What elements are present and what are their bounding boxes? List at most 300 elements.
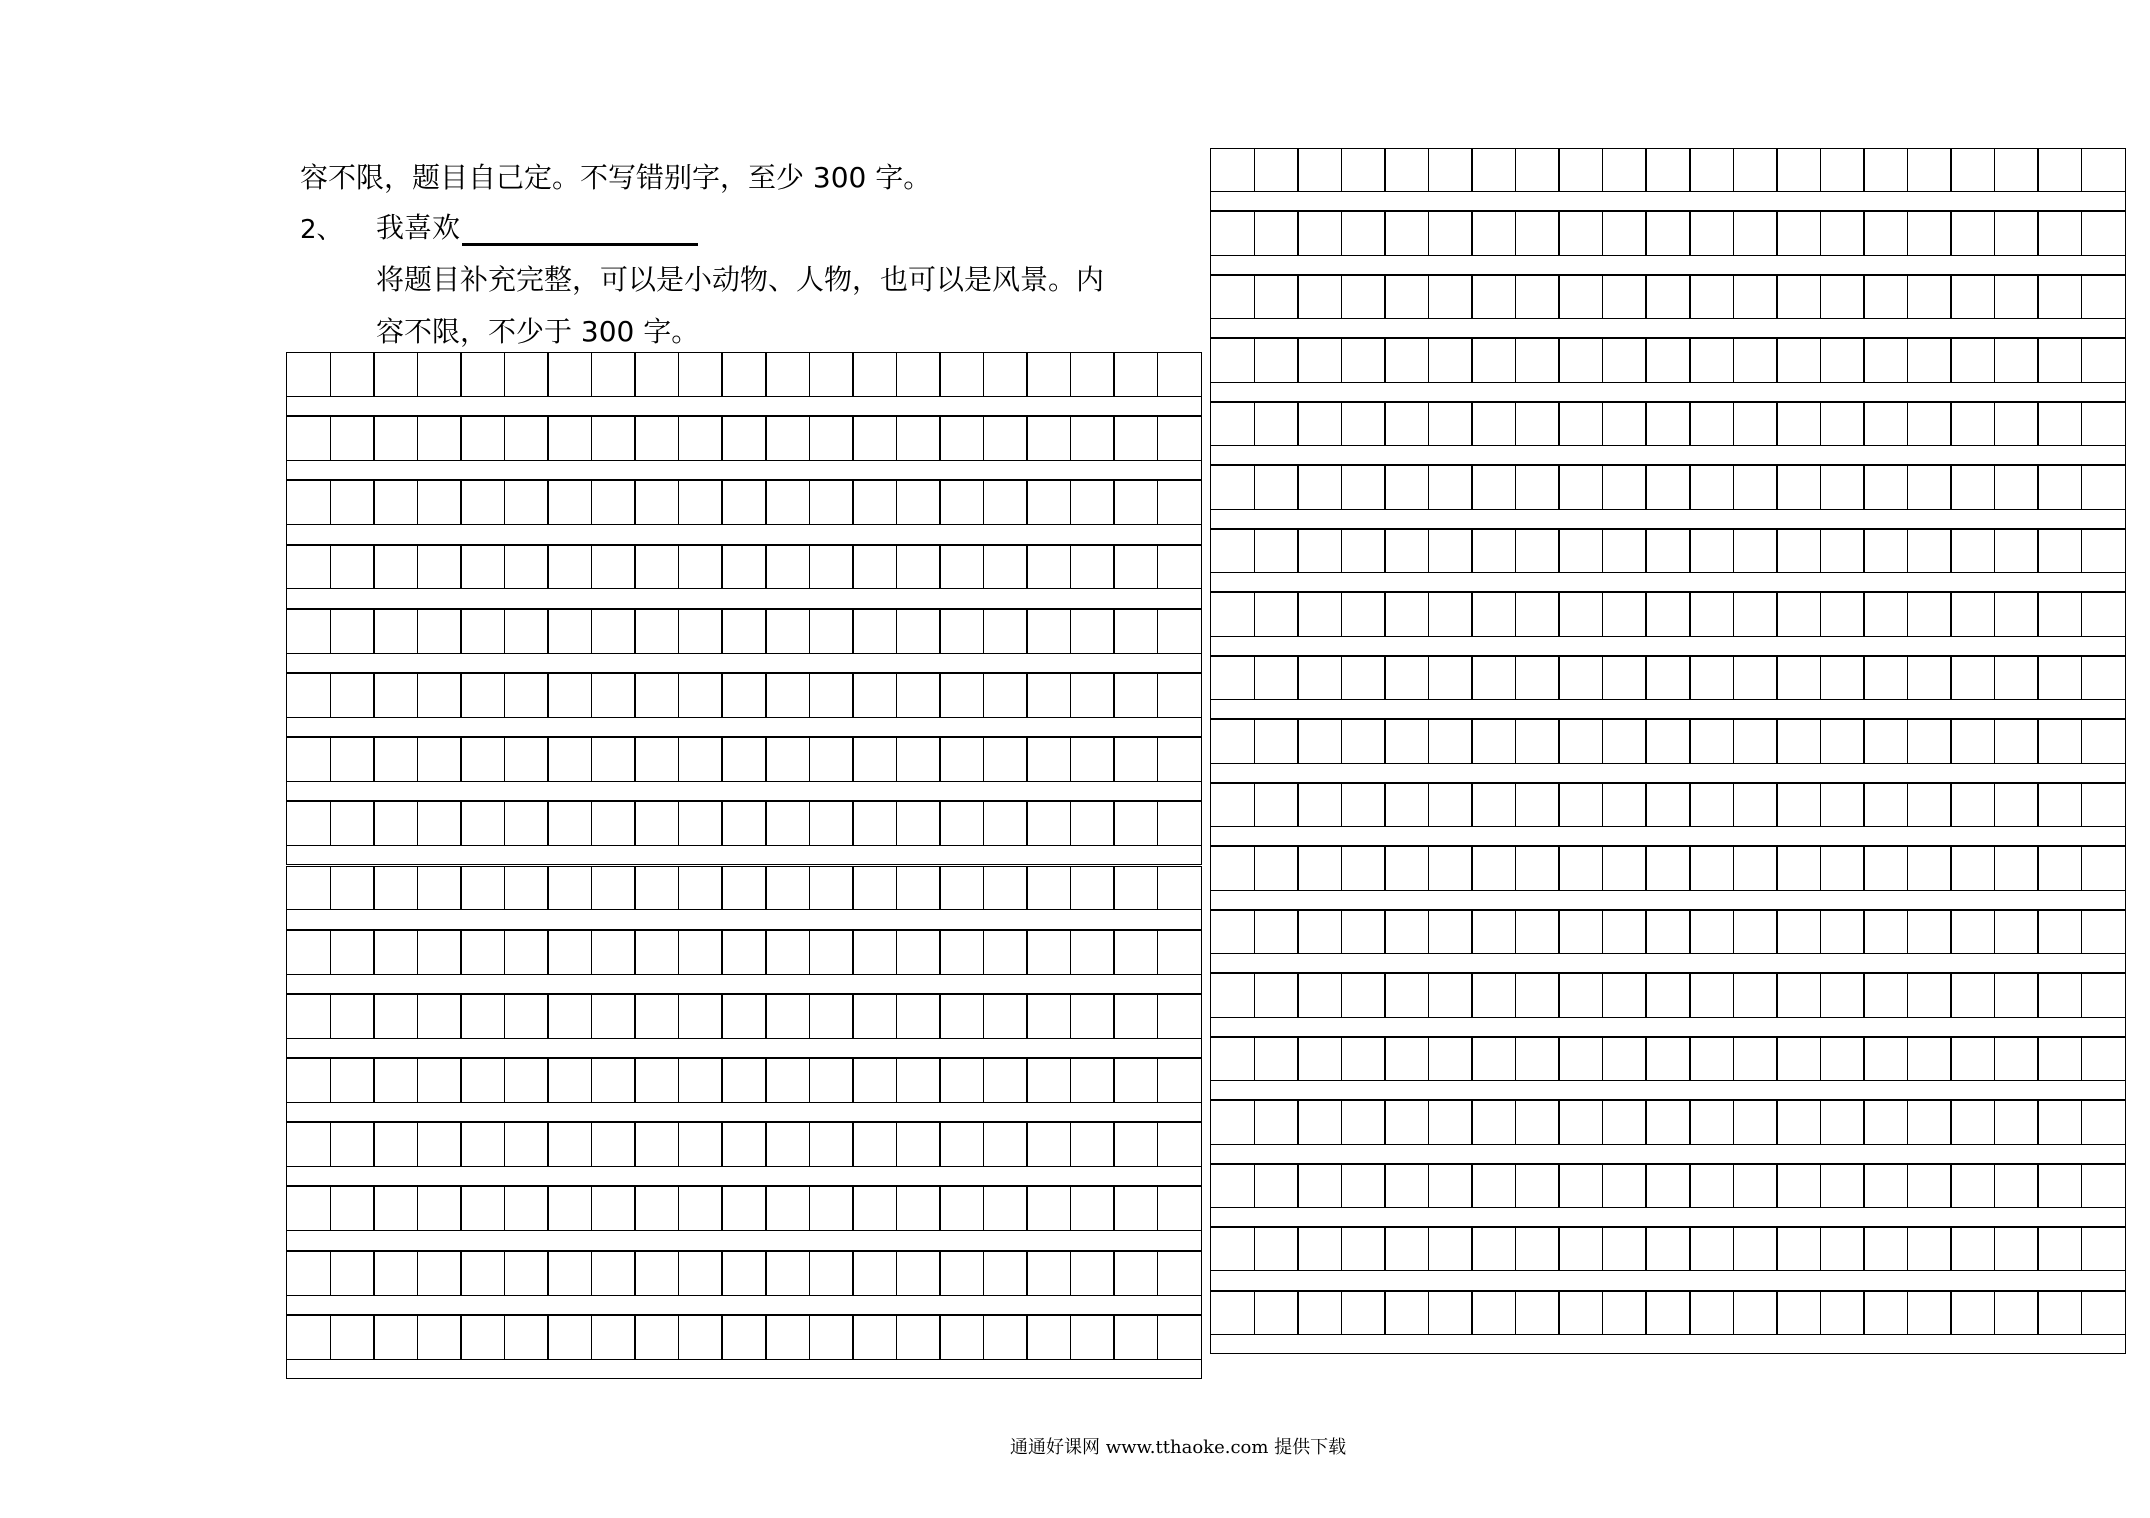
grid-cell[interactable] xyxy=(809,609,854,654)
grid-cell[interactable] xyxy=(1254,402,1299,446)
grid-cell[interactable] xyxy=(1733,211,1778,255)
grid-cell[interactable] xyxy=(1558,148,1603,192)
grid-cell[interactable] xyxy=(1341,529,1386,573)
grid-cell[interactable] xyxy=(1471,910,1516,954)
grid-cell[interactable] xyxy=(896,609,941,654)
grid-cell[interactable] xyxy=(1384,910,1429,954)
grid-cell[interactable] xyxy=(1026,480,1071,525)
grid-cell[interactable] xyxy=(1026,1251,1071,1296)
grid-cell[interactable] xyxy=(1602,1037,1647,1081)
grid-cell[interactable] xyxy=(852,930,897,975)
grid-cell[interactable] xyxy=(2037,973,2082,1017)
grid-cell[interactable] xyxy=(2037,275,2082,319)
grid-cell[interactable] xyxy=(1428,592,1473,636)
grid-cell[interactable] xyxy=(1471,211,1516,255)
grid-cell[interactable] xyxy=(1254,1100,1299,1144)
grid-cell[interactable] xyxy=(1602,656,1647,700)
grid-cell[interactable] xyxy=(634,545,679,590)
grid-cell[interactable] xyxy=(2037,465,2082,509)
grid-cell[interactable] xyxy=(983,416,1028,461)
grid-cell[interactable] xyxy=(1645,529,1690,573)
grid-cell[interactable] xyxy=(1863,1164,1908,1208)
grid-cell[interactable] xyxy=(721,673,766,718)
grid-cell[interactable] xyxy=(1645,338,1690,382)
grid-cell[interactable] xyxy=(1428,338,1473,382)
grid-cell[interactable] xyxy=(1558,1164,1603,1208)
grid-cell[interactable] xyxy=(547,1186,592,1231)
grid-cell[interactable] xyxy=(809,994,854,1039)
grid-cell[interactable] xyxy=(1558,1291,1603,1335)
grid-cell[interactable] xyxy=(721,866,766,911)
grid-cell[interactable] xyxy=(1210,973,1255,1017)
grid-cell[interactable] xyxy=(1776,148,1821,192)
grid-cell[interactable] xyxy=(1210,338,1255,382)
grid-cell[interactable] xyxy=(460,352,505,397)
grid-cell[interactable] xyxy=(1602,402,1647,446)
grid-cell[interactable] xyxy=(1297,592,1342,636)
grid-cell[interactable] xyxy=(547,480,592,525)
grid-cell[interactable] xyxy=(330,930,375,975)
grid-cell[interactable] xyxy=(1689,465,1734,509)
grid-cell[interactable] xyxy=(1428,656,1473,700)
grid-cell[interactable] xyxy=(1428,275,1473,319)
grid-cell[interactable] xyxy=(765,416,810,461)
grid-cell[interactable] xyxy=(547,930,592,975)
grid-cell[interactable] xyxy=(504,866,549,911)
grid-cell[interactable] xyxy=(896,480,941,525)
grid-cell[interactable] xyxy=(1645,783,1690,827)
grid-cell[interactable] xyxy=(852,545,897,590)
grid-cell[interactable] xyxy=(1907,148,1952,192)
grid-cell[interactable] xyxy=(1558,783,1603,827)
grid-cell[interactable] xyxy=(591,866,636,911)
grid-cell[interactable] xyxy=(634,1315,679,1360)
grid-cell[interactable] xyxy=(1602,592,1647,636)
grid-cell[interactable] xyxy=(1384,592,1429,636)
grid-cell[interactable] xyxy=(1070,1315,1115,1360)
grid-cell[interactable] xyxy=(2081,338,2126,382)
grid-cell[interactable] xyxy=(939,673,984,718)
grid-cell[interactable] xyxy=(1733,973,1778,1017)
grid-cell[interactable] xyxy=(1297,910,1342,954)
grid-cell[interactable] xyxy=(1602,973,1647,1017)
grid-cell[interactable] xyxy=(373,866,418,911)
grid-cell[interactable] xyxy=(1733,846,1778,890)
grid-cell[interactable] xyxy=(634,609,679,654)
grid-cell[interactable] xyxy=(1820,275,1865,319)
grid-cell[interactable] xyxy=(852,480,897,525)
grid-cell[interactable] xyxy=(1950,592,1995,636)
grid-cell[interactable] xyxy=(286,1251,331,1296)
grid-cell[interactable] xyxy=(1776,211,1821,255)
grid-cell[interactable] xyxy=(1113,930,1158,975)
grid-cell[interactable] xyxy=(852,352,897,397)
grid-cell[interactable] xyxy=(1645,1164,1690,1208)
grid-cell[interactable] xyxy=(2081,1037,2126,1081)
grid-cell[interactable] xyxy=(1602,465,1647,509)
grid-cell[interactable] xyxy=(1776,592,1821,636)
grid-cell[interactable] xyxy=(1733,148,1778,192)
grid-cell[interactable] xyxy=(678,801,723,846)
grid-cell[interactable] xyxy=(1515,592,1560,636)
grid-cell[interactable] xyxy=(1297,973,1342,1017)
grid-cell[interactable] xyxy=(1341,211,1386,255)
grid-cell[interactable] xyxy=(1863,211,1908,255)
grid-cell[interactable] xyxy=(1515,719,1560,763)
grid-cell[interactable] xyxy=(1689,783,1734,827)
grid-cell[interactable] xyxy=(1907,1164,1952,1208)
grid-cell[interactable] xyxy=(1907,1227,1952,1271)
grid-cell[interactable] xyxy=(809,416,854,461)
grid-cell[interactable] xyxy=(983,352,1028,397)
grid-cell[interactable] xyxy=(1689,338,1734,382)
grid-cell[interactable] xyxy=(286,609,331,654)
grid-cell[interactable] xyxy=(1297,402,1342,446)
grid-cell[interactable] xyxy=(1113,609,1158,654)
grid-cell[interactable] xyxy=(1026,352,1071,397)
grid-cell[interactable] xyxy=(678,1122,723,1167)
grid-cell[interactable] xyxy=(504,609,549,654)
grid-cell[interactable] xyxy=(504,416,549,461)
grid-cell[interactable] xyxy=(286,416,331,461)
grid-cell[interactable] xyxy=(1297,1100,1342,1144)
grid-cell[interactable] xyxy=(896,1058,941,1103)
grid-cell[interactable] xyxy=(896,545,941,590)
grid-cell[interactable] xyxy=(1515,275,1560,319)
grid-cell[interactable] xyxy=(1994,1100,2039,1144)
grid-cell[interactable] xyxy=(1820,529,1865,573)
grid-cell[interactable] xyxy=(1863,529,1908,573)
grid-cell[interactable] xyxy=(634,673,679,718)
grid-cell[interactable] xyxy=(721,994,766,1039)
grid-cell[interactable] xyxy=(373,673,418,718)
grid-cell[interactable] xyxy=(678,930,723,975)
grid-cell[interactable] xyxy=(1428,1227,1473,1271)
grid-cell[interactable] xyxy=(1994,148,2039,192)
grid-cell[interactable] xyxy=(1471,1164,1516,1208)
grid-cell[interactable] xyxy=(1157,416,1202,461)
grid-cell[interactable] xyxy=(373,1251,418,1296)
grid-cell[interactable] xyxy=(939,352,984,397)
grid-cell[interactable] xyxy=(1384,1291,1429,1335)
grid-cell[interactable] xyxy=(330,352,375,397)
grid-cell[interactable] xyxy=(1907,656,1952,700)
grid-cell[interactable] xyxy=(765,673,810,718)
grid-cell[interactable] xyxy=(765,930,810,975)
grid-cell[interactable] xyxy=(1070,1251,1115,1296)
grid-cell[interactable] xyxy=(460,1315,505,1360)
grid-cell[interactable] xyxy=(1515,529,1560,573)
grid-cell[interactable] xyxy=(417,1058,462,1103)
grid-cell[interactable] xyxy=(1157,545,1202,590)
grid-cell[interactable] xyxy=(721,930,766,975)
grid-cell[interactable] xyxy=(1254,1164,1299,1208)
grid-cell[interactable] xyxy=(634,1122,679,1167)
grid-cell[interactable] xyxy=(852,1058,897,1103)
grid-cell[interactable] xyxy=(1428,1100,1473,1144)
grid-cell[interactable] xyxy=(330,737,375,782)
grid-cell[interactable] xyxy=(460,1251,505,1296)
grid-cell[interactable] xyxy=(1645,465,1690,509)
grid-cell[interactable] xyxy=(1863,338,1908,382)
grid-cell[interactable] xyxy=(1515,1037,1560,1081)
grid-cell[interactable] xyxy=(460,545,505,590)
grid-cell[interactable] xyxy=(1558,465,1603,509)
grid-cell[interactable] xyxy=(460,1058,505,1103)
grid-cell[interactable] xyxy=(1863,465,1908,509)
grid-cell[interactable] xyxy=(1070,801,1115,846)
grid-cell[interactable] xyxy=(2081,402,2126,446)
grid-cell[interactable] xyxy=(2081,1227,2126,1271)
grid-cell[interactable] xyxy=(1689,1164,1734,1208)
grid-cell[interactable] xyxy=(1341,465,1386,509)
grid-cell[interactable] xyxy=(983,609,1028,654)
grid-cell[interactable] xyxy=(721,480,766,525)
grid-cell[interactable] xyxy=(1645,719,1690,763)
grid-cell[interactable] xyxy=(1689,1227,1734,1271)
left-writing-grid[interactable] xyxy=(286,352,1202,1379)
grid-cell[interactable] xyxy=(460,994,505,1039)
grid-cell[interactable] xyxy=(417,416,462,461)
grid-cell[interactable] xyxy=(678,1058,723,1103)
grid-cell[interactable] xyxy=(1471,465,1516,509)
grid-cell[interactable] xyxy=(1210,465,1255,509)
grid-cell[interactable] xyxy=(1733,402,1778,446)
grid-cell[interactable] xyxy=(1863,1291,1908,1335)
grid-cell[interactable] xyxy=(1297,846,1342,890)
grid-cell[interactable] xyxy=(1428,973,1473,1017)
grid-cell[interactable] xyxy=(1428,402,1473,446)
grid-cell[interactable] xyxy=(765,1122,810,1167)
grid-cell[interactable] xyxy=(547,866,592,911)
grid-cell[interactable] xyxy=(1026,609,1071,654)
grid-cell[interactable] xyxy=(504,994,549,1039)
grid-cell[interactable] xyxy=(1863,275,1908,319)
grid-cell[interactable] xyxy=(1026,866,1071,911)
grid-cell[interactable] xyxy=(504,545,549,590)
grid-cell[interactable] xyxy=(373,737,418,782)
grid-cell[interactable] xyxy=(1341,719,1386,763)
grid-cell[interactable] xyxy=(1428,211,1473,255)
grid-cell[interactable] xyxy=(983,480,1028,525)
grid-cell[interactable] xyxy=(417,352,462,397)
grid-cell[interactable] xyxy=(1297,529,1342,573)
grid-cell[interactable] xyxy=(504,480,549,525)
grid-cell[interactable] xyxy=(1733,1037,1778,1081)
grid-cell[interactable] xyxy=(1689,1037,1734,1081)
grid-cell[interactable] xyxy=(1297,275,1342,319)
grid-cell[interactable] xyxy=(939,1058,984,1103)
grid-cell[interactable] xyxy=(330,673,375,718)
grid-cell[interactable] xyxy=(1645,846,1690,890)
grid-cell[interactable] xyxy=(1863,846,1908,890)
grid-cell[interactable] xyxy=(1515,783,1560,827)
grid-cell[interactable] xyxy=(460,930,505,975)
grid-cell[interactable] xyxy=(1820,1291,1865,1335)
grid-cell[interactable] xyxy=(1776,1100,1821,1144)
grid-cell[interactable] xyxy=(286,1186,331,1231)
grid-cell[interactable] xyxy=(417,1186,462,1231)
grid-cell[interactable] xyxy=(634,1058,679,1103)
grid-cell[interactable] xyxy=(1689,529,1734,573)
grid-cell[interactable] xyxy=(1026,545,1071,590)
grid-cell[interactable] xyxy=(1820,402,1865,446)
grid-cell[interactable] xyxy=(1776,402,1821,446)
grid-cell[interactable] xyxy=(852,1186,897,1231)
title-blank[interactable] xyxy=(462,213,698,246)
grid-cell[interactable] xyxy=(286,994,331,1039)
grid-cell[interactable] xyxy=(591,930,636,975)
grid-cell[interactable] xyxy=(1558,402,1603,446)
grid-cell[interactable] xyxy=(1820,211,1865,255)
grid-cell[interactable] xyxy=(460,609,505,654)
grid-cell[interactable] xyxy=(547,1251,592,1296)
grid-cell[interactable] xyxy=(460,737,505,782)
grid-cell[interactable] xyxy=(1428,719,1473,763)
grid-cell[interactable] xyxy=(1950,783,1995,827)
grid-cell[interactable] xyxy=(1210,402,1255,446)
grid-cell[interactable] xyxy=(547,416,592,461)
grid-cell[interactable] xyxy=(286,1122,331,1167)
grid-cell[interactable] xyxy=(547,609,592,654)
grid-cell[interactable] xyxy=(1645,1037,1690,1081)
grid-cell[interactable] xyxy=(1254,275,1299,319)
grid-cell[interactable] xyxy=(1776,529,1821,573)
grid-cell[interactable] xyxy=(939,1186,984,1231)
grid-cell[interactable] xyxy=(1994,402,2039,446)
grid-cell[interactable] xyxy=(1297,1164,1342,1208)
grid-cell[interactable] xyxy=(373,609,418,654)
grid-cell[interactable] xyxy=(678,480,723,525)
grid-cell[interactable] xyxy=(1907,1291,1952,1335)
grid-cell[interactable] xyxy=(1297,656,1342,700)
grid-cell[interactable] xyxy=(1733,338,1778,382)
grid-cell[interactable] xyxy=(939,1315,984,1360)
grid-cell[interactable] xyxy=(765,866,810,911)
grid-cell[interactable] xyxy=(809,545,854,590)
grid-cell[interactable] xyxy=(1254,656,1299,700)
grid-cell[interactable] xyxy=(373,801,418,846)
grid-cell[interactable] xyxy=(1384,1164,1429,1208)
grid-cell[interactable] xyxy=(1157,480,1202,525)
grid-cell[interactable] xyxy=(1994,1227,2039,1271)
grid-cell[interactable] xyxy=(1070,480,1115,525)
grid-cell[interactable] xyxy=(1471,783,1516,827)
grid-cell[interactable] xyxy=(1820,1164,1865,1208)
grid-cell[interactable] xyxy=(417,801,462,846)
grid-cell[interactable] xyxy=(286,480,331,525)
grid-cell[interactable] xyxy=(1689,973,1734,1017)
grid-cell[interactable] xyxy=(1820,1037,1865,1081)
grid-cell[interactable] xyxy=(634,801,679,846)
grid-cell[interactable] xyxy=(983,673,1028,718)
grid-cell[interactable] xyxy=(2081,275,2126,319)
grid-cell[interactable] xyxy=(417,673,462,718)
grid-cell[interactable] xyxy=(591,1186,636,1231)
grid-cell[interactable] xyxy=(809,1251,854,1296)
grid-cell[interactable] xyxy=(1384,783,1429,827)
grid-cell[interactable] xyxy=(809,1058,854,1103)
grid-cell[interactable] xyxy=(852,737,897,782)
grid-cell[interactable] xyxy=(1210,783,1255,827)
grid-cell[interactable] xyxy=(1026,1058,1071,1103)
grid-cell[interactable] xyxy=(939,1251,984,1296)
grid-cell[interactable] xyxy=(1994,592,2039,636)
grid-cell[interactable] xyxy=(1070,994,1115,1039)
grid-cell[interactable] xyxy=(1733,656,1778,700)
grid-cell[interactable] xyxy=(504,1122,549,1167)
grid-cell[interactable] xyxy=(1907,402,1952,446)
grid-cell[interactable] xyxy=(1471,338,1516,382)
grid-cell[interactable] xyxy=(1157,609,1202,654)
grid-cell[interactable] xyxy=(1428,465,1473,509)
grid-cell[interactable] xyxy=(2037,656,2082,700)
grid-cell[interactable] xyxy=(1113,1251,1158,1296)
grid-cell[interactable] xyxy=(1428,846,1473,890)
grid-cell[interactable] xyxy=(1471,402,1516,446)
grid-cell[interactable] xyxy=(1210,148,1255,192)
grid-cell[interactable] xyxy=(373,1122,418,1167)
grid-cell[interactable] xyxy=(504,737,549,782)
grid-cell[interactable] xyxy=(634,480,679,525)
right-writing-grid[interactable] xyxy=(1210,148,2126,1354)
grid-cell[interactable] xyxy=(2081,846,2126,890)
grid-cell[interactable] xyxy=(330,994,375,1039)
grid-cell[interactable] xyxy=(2081,783,2126,827)
grid-cell[interactable] xyxy=(1026,1315,1071,1360)
grid-cell[interactable] xyxy=(1070,866,1115,911)
grid-cell[interactable] xyxy=(1254,910,1299,954)
grid-cell[interactable] xyxy=(634,994,679,1039)
grid-cell[interactable] xyxy=(1157,801,1202,846)
grid-cell[interactable] xyxy=(1950,529,1995,573)
grid-cell[interactable] xyxy=(1515,1227,1560,1271)
grid-cell[interactable] xyxy=(1602,1227,1647,1271)
grid-cell[interactable] xyxy=(1026,994,1071,1039)
grid-cell[interactable] xyxy=(1254,148,1299,192)
grid-cell[interactable] xyxy=(1733,783,1778,827)
grid-cell[interactable] xyxy=(2037,846,2082,890)
grid-cell[interactable] xyxy=(1113,1122,1158,1167)
grid-cell[interactable] xyxy=(721,801,766,846)
grid-cell[interactable] xyxy=(330,1315,375,1360)
grid-cell[interactable] xyxy=(1297,783,1342,827)
grid-cell[interactable] xyxy=(1820,973,1865,1017)
grid-cell[interactable] xyxy=(1428,529,1473,573)
grid-cell[interactable] xyxy=(591,994,636,1039)
grid-cell[interactable] xyxy=(591,545,636,590)
grid-cell[interactable] xyxy=(721,1315,766,1360)
grid-cell[interactable] xyxy=(591,416,636,461)
grid-cell[interactable] xyxy=(330,801,375,846)
grid-cell[interactable] xyxy=(1341,973,1386,1017)
grid-cell[interactable] xyxy=(634,416,679,461)
grid-cell[interactable] xyxy=(373,930,418,975)
grid-cell[interactable] xyxy=(809,1122,854,1167)
grid-cell[interactable] xyxy=(1157,1122,1202,1167)
grid-cell[interactable] xyxy=(547,737,592,782)
grid-cell[interactable] xyxy=(504,1186,549,1231)
grid-cell[interactable] xyxy=(1254,1227,1299,1271)
grid-cell[interactable] xyxy=(1113,1058,1158,1103)
grid-cell[interactable] xyxy=(1210,1164,1255,1208)
grid-cell[interactable] xyxy=(591,352,636,397)
grid-cell[interactable] xyxy=(1341,338,1386,382)
grid-cell[interactable] xyxy=(1950,910,1995,954)
grid-cell[interactable] xyxy=(1994,338,2039,382)
grid-cell[interactable] xyxy=(1602,783,1647,827)
grid-cell[interactable] xyxy=(330,609,375,654)
